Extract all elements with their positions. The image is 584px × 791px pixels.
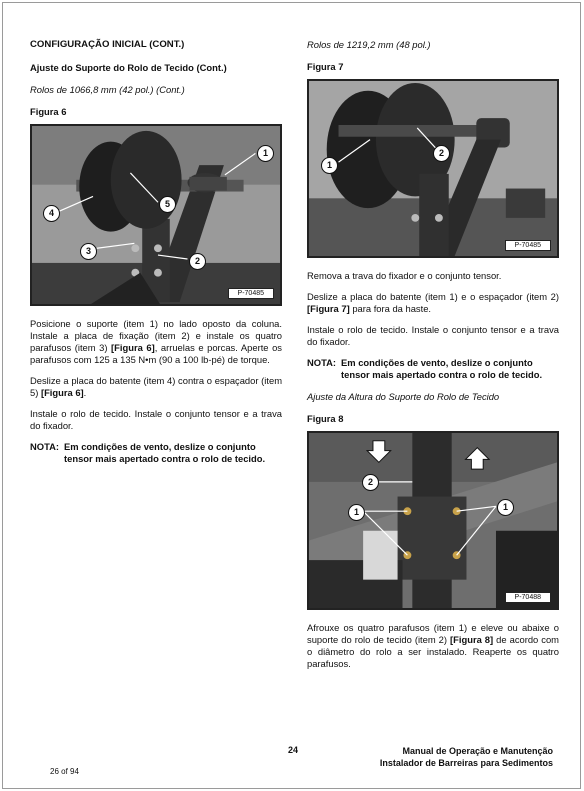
- manual-title: [380, 745, 553, 769]
- note-text: Em condições de vento, deslize o conjunto tensor mais apertado contra o rolo de tecido.: [341, 357, 543, 380]
- figure-7-label: Figura 7: [307, 61, 344, 72]
- callout-1: 1: [321, 157, 338, 174]
- callout-5: 5: [159, 196, 176, 213]
- paragraph-install-roll: Instale o rolo de tecido. Instale o conjunto tensor e a trava do fixador.: [30, 408, 282, 431]
- callout-1-right: 1: [497, 499, 514, 516]
- manual-title-line2: Instalador de Barreiras para Sedimentos: [379, 758, 553, 768]
- note-wind: [30, 441, 282, 465]
- section-title: CONFIGURAÇÃO INICIAL (CONT.): [30, 39, 185, 50]
- note-text: Em condições de vento, deslize o conjunto tensor mais apertado contra o rolo de tecido.: [64, 441, 266, 464]
- callout-1: 1: [257, 145, 274, 162]
- callout-2: 2: [189, 253, 206, 270]
- figure-ref: [Figura 6]: [40, 387, 84, 398]
- paragraph-slide-plate-out: Deslize a placa do batente (item 1) e o espaçador (item 2) [Figura 7] para fora da haste.: [307, 291, 559, 314]
- document-page: [2, 2, 581, 789]
- callout-3: 3: [80, 243, 97, 260]
- figure-6-code: P-70485: [228, 288, 274, 299]
- figure-ref: [Figura 8]: [450, 634, 494, 645]
- callout-4: 4: [43, 205, 60, 222]
- paragraph-remove-lock: Remova a trava do fixador e o conjunto tensor.: [307, 270, 502, 281]
- figure-8-label: Figura 8: [307, 413, 344, 424]
- roll-size-heading: Rolos de 1066,8 mm (42 pol.) (Cont.): [30, 84, 185, 95]
- figure-ref: [Figura 6]: [111, 342, 155, 353]
- paragraph-position-support: Posicione o suporte (item 1) no lado oposto da coluna. Instale a placa de fixação (item 2) e instale os quatro parafusos (item 3) [Figura 6], arruelas e porcas. Aperte os parafusos com 125 a 135 N•m (90 a 100 lb-pé) de torque.: [30, 318, 282, 365]
- callout-1: 1: [348, 504, 365, 521]
- callout-2: 2: [362, 474, 379, 491]
- note-label: NOTA:: [307, 357, 336, 368]
- roll-size-heading-48: Rolos de 1219,2 mm (48 pol.): [307, 39, 431, 50]
- left-column: [30, 39, 282, 475]
- page-counter: 26 of 94: [50, 767, 79, 776]
- figure-7-image: [309, 81, 557, 256]
- paragraph-loosen-bolts: Afrouxe os quatro parafusos (item 1) e eleve ou abaixe o suporte do rolo de tecido (item 2) [Figura 8] de acordo com o diâmetro do rolo a ser instalado. Reaperte os quatro parafusos.: [307, 622, 559, 669]
- figure-8-image: [309, 433, 557, 608]
- paragraph-install-roll: Instale o rolo de tecido. Instale o conjunto tensor e a trava do fixador.: [307, 324, 559, 347]
- manual-title-line1: Manual de Operação e Manutenção: [402, 746, 553, 756]
- right-column: [307, 39, 559, 679]
- subheading-height-adjust: Ajuste da Altura do Suporte do Rolo de Tecido: [307, 391, 500, 402]
- figure-8-photo: [307, 431, 559, 610]
- note-wind: [307, 357, 559, 381]
- figure-ref: [Figura 7]: [307, 303, 350, 314]
- paragraph-slide-stop-plate: Deslize a placa do batente (item 4) contra o espaçador (item 5) [Figura 6].: [30, 375, 282, 398]
- subtitle: Ajuste do Suporte do Rolo de Tecido (Cont.): [30, 62, 227, 73]
- note-label: NOTA:: [30, 441, 59, 452]
- figure-7-photo: [307, 79, 559, 258]
- figure-7-code: P-70485: [505, 240, 551, 251]
- figure-8-code: P-70488: [505, 592, 551, 603]
- figure-6-label: Figura 6: [30, 106, 67, 117]
- callout-2: 2: [433, 145, 450, 162]
- figure-6-photo: [30, 124, 282, 306]
- figure-6-image: [32, 126, 280, 304]
- page-number: 24: [288, 745, 299, 755]
